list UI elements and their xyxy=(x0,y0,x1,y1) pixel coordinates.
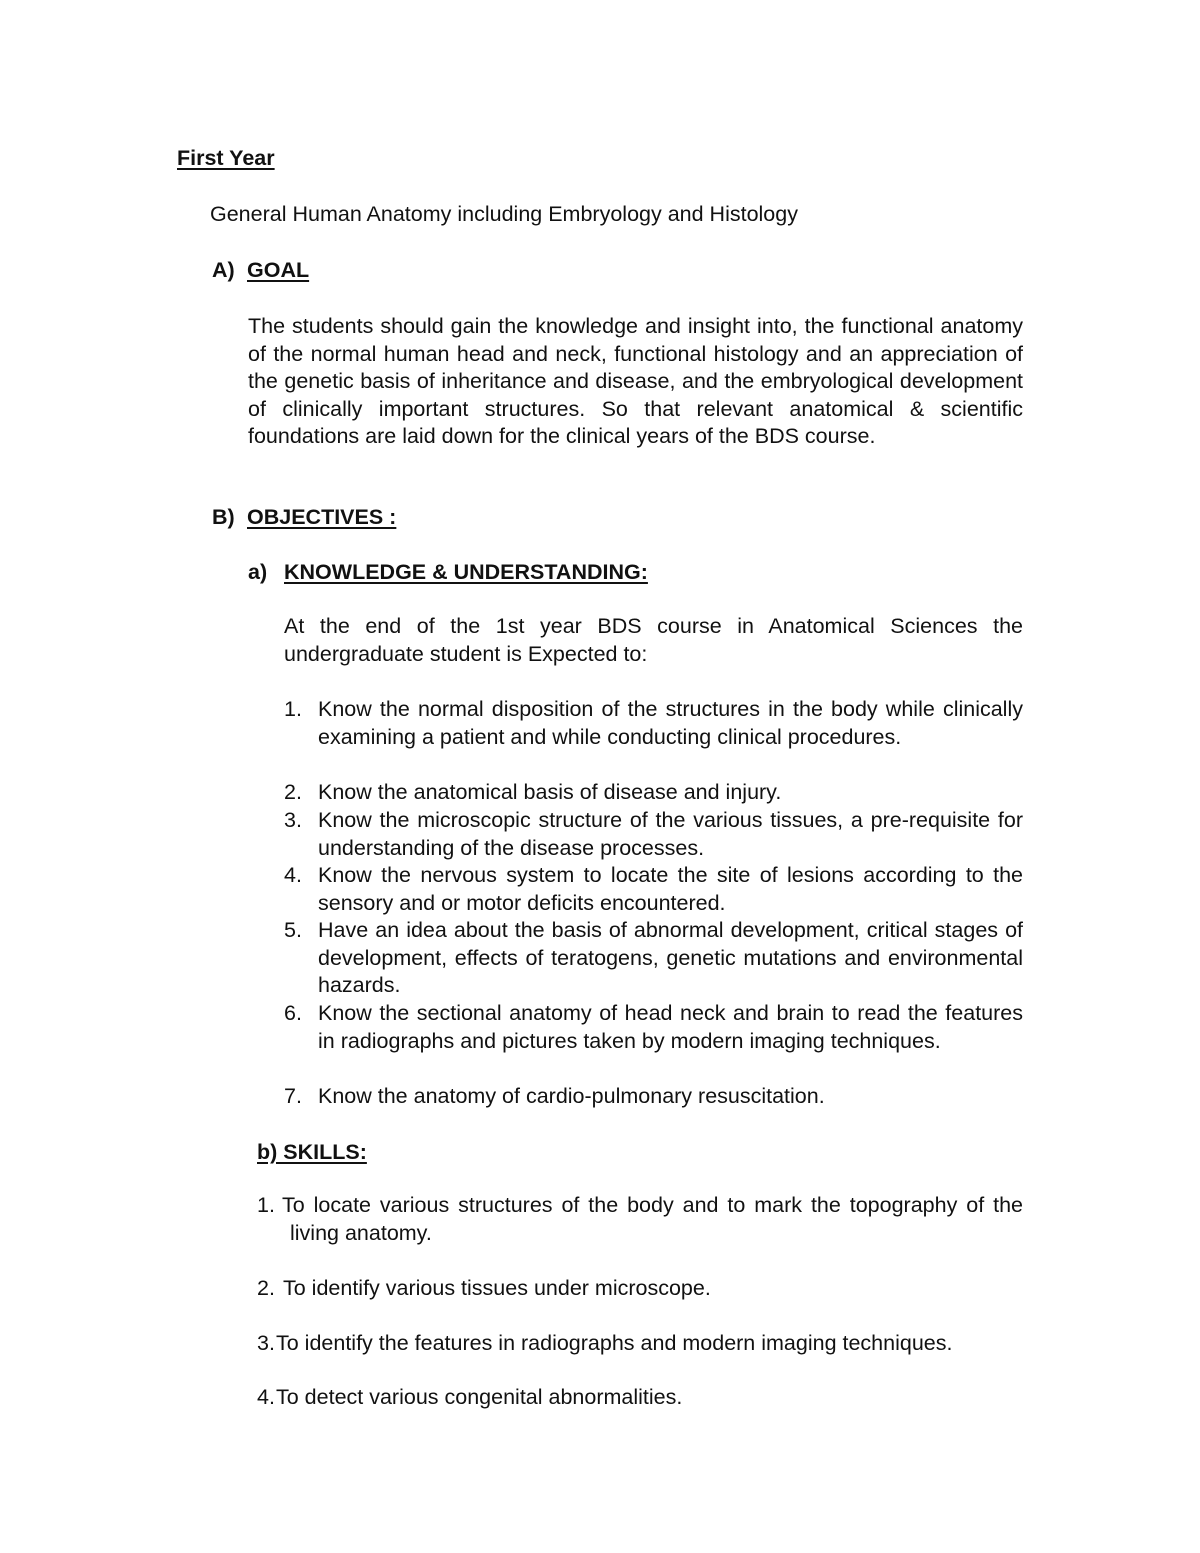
list-item: Have an idea about the basis of abnormal development, critical stages of development, effects of teratogens, genetic mutations and environmental hazards. xyxy=(318,918,1023,997)
list-item-number: 2. xyxy=(284,780,302,804)
objectives-heading: OBJECTIVES : xyxy=(247,505,397,529)
goal-marker: A) xyxy=(212,258,235,282)
list-item xyxy=(282,1192,1023,1247)
list-item-number: 6. xyxy=(284,1001,302,1025)
page-title: First Year xyxy=(177,146,275,170)
list-item-number: 2. xyxy=(257,1276,275,1300)
list-item-number: 4. xyxy=(257,1385,275,1409)
objectives-marker: B) xyxy=(212,505,235,529)
list-item: Know the sectional anatomy of head neck and brain to read the features in radiographs and pictures taken by modern imaging techniques. xyxy=(318,1001,1023,1053)
goal-heading: GOAL xyxy=(247,258,310,282)
goal-paragraph: The students should gain the knowledge and insight into, the functional anatomy of the normal human head and neck, functional histology and an appreciation of the genetic basis of inheritance and disease, and the embryological development of clinically important structures. So that relevant anatomical & scientific foundations are laid down for the clinical years of the BDS course. xyxy=(248,314,1023,448)
list-item-number: 3. xyxy=(284,808,302,832)
knowledge-heading: KNOWLEDGE & UNDERSTANDING: xyxy=(284,560,648,584)
list-item-number: 7. xyxy=(284,1084,302,1108)
subtitle: General Human Anatomy including Embryology and Histology xyxy=(210,202,798,226)
list-item-number: 1. xyxy=(284,697,302,721)
list-item-number: 1. xyxy=(257,1193,275,1217)
skills-heading: b) SKILLS: xyxy=(257,1140,367,1164)
list-item-number: 4. xyxy=(284,863,302,887)
list-item: Know the microscopic structure of the various tissues, a pre-requisite for understanding of the disease processes. xyxy=(318,808,1023,860)
list-item-number: 5. xyxy=(284,918,302,942)
knowledge-marker: a) xyxy=(248,560,268,584)
list-item: To identify various tissues under microscope. xyxy=(283,1276,711,1300)
list-item: To detect various congenital abnormalities. xyxy=(276,1385,683,1409)
list-item-number: 3. xyxy=(257,1331,275,1355)
list-item: Know the nervous system to locate the site of lesions according to the sensory and or motor deficits encountered. xyxy=(318,863,1023,915)
list-item: Know the normal disposition of the structures in the body while clinically examining a patient and while conducting clinical procedures. xyxy=(318,697,1023,749)
list-item: To identify the features in radiographs and modern imaging techniques. xyxy=(276,1331,953,1355)
list-item-text: To locate various structures of the body and to mark the topography of the living anatomy. xyxy=(282,1193,1023,1245)
knowledge-intro: At the end of the 1st year BDS course in Anatomical Sciences the undergraduate student is Expected to: xyxy=(284,614,1023,666)
list-item: Know the anatomical basis of disease and injury. xyxy=(318,780,782,804)
list-item: Know the anatomy of cardio-pulmonary resuscitation. xyxy=(318,1084,825,1108)
